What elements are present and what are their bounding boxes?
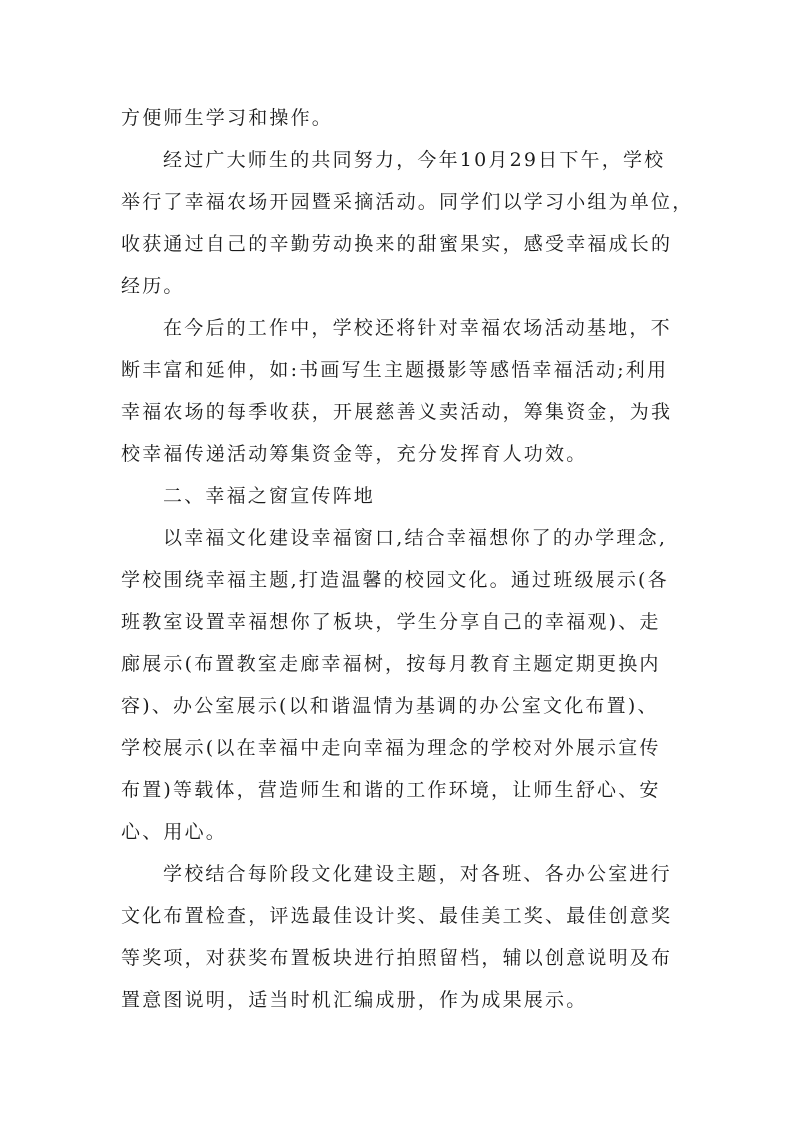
section-heading: 二、幸福之窗宣传阵地 bbox=[163, 485, 376, 507]
text-line: 幸福农场的每季收获，开展慈善义卖活动，筹集资金，为我 bbox=[121, 401, 673, 423]
text-line: 布置)等载体，营造师生和谐的工作环境，让师生舒心、安 bbox=[121, 779, 661, 801]
text-line: 举行了幸福农场开园暨采摘活动。同学们以学习小组为单位， bbox=[121, 191, 694, 213]
text-line: 校幸福传递活动筹集资金等，充分发挥育人功效。 bbox=[121, 443, 588, 465]
text-line: 在今后的工作中，学校还将针对幸福农场活动基地，不 bbox=[163, 317, 672, 339]
text-line: 班教室设置幸福想你了板块，学生分享自己的幸福观)、走 bbox=[121, 611, 661, 633]
text-line: 容)、办公室展示(以和谐温情为基调的办公室文化布置)、 bbox=[121, 695, 659, 717]
text-line: 经历。 bbox=[121, 275, 185, 297]
text-line: 等奖项，对获奖布置板块进行拍照留档，辅以创意说明及布 bbox=[121, 947, 673, 969]
text-line: 收获通过自己的辛勤劳动换来的甜蜜果实，感受幸福成长的 bbox=[121, 233, 673, 255]
text-line: 学校结合每阶段文化建设主题，对各班、各办公室进行 bbox=[163, 863, 672, 885]
text-line: 文化布置检查，评选最佳设计奖、最佳美工奖、最佳创意奖 bbox=[121, 905, 673, 927]
text-line: 心、用心。 bbox=[121, 821, 228, 843]
text-line: 断丰富和延伸，如:书画写生主题摄影等感悟幸福活动;利用 bbox=[121, 359, 669, 381]
text-line: 以幸福文化建设幸福窗口,结合幸福想你了的办学理念, bbox=[163, 527, 668, 549]
text-line: 学校展示(以在幸福中走向幸福为理念的学校对外展示宣传 bbox=[121, 737, 661, 759]
text-line: 方便师生学习和操作。 bbox=[121, 107, 334, 129]
text-line: 廊展示(布置教室走廊幸福树，按每月教育主题定期更换内 bbox=[121, 653, 661, 675]
text-line: 置意图说明，适当时机汇编成册，作为成果展示。 bbox=[121, 989, 588, 1011]
text-line: 学校围绕幸福主题,打造温馨的校园文化。通过班级展示(各 bbox=[121, 569, 669, 591]
text-line: 经过广大师生的共同努力，今年10月29日下午，学校 bbox=[163, 149, 666, 171]
